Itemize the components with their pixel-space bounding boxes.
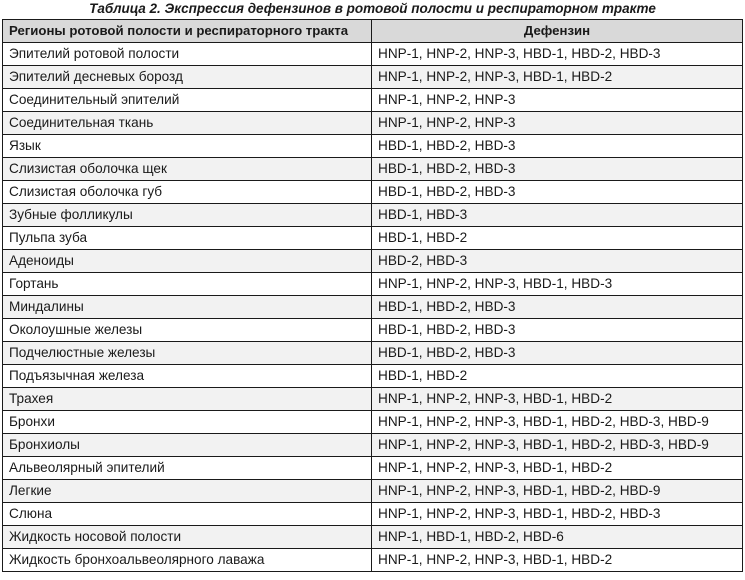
table-row: [3, 135, 743, 158]
table-row: [3, 273, 743, 296]
region-cell: Гортань: [3, 273, 372, 296]
region-cell: Альвеолярный эпителий: [3, 457, 372, 480]
region-cell: Околоушные железы: [3, 319, 372, 342]
table-row: [3, 388, 743, 411]
defensin-cell: HBD-1, HBD-3: [372, 204, 743, 227]
defensin-cell: HNP-1, HNP-2, HNP-3, HBD-1, HBD-2: [372, 388, 743, 411]
region-cell: Соединительный эпителий: [3, 89, 372, 112]
table-row: [3, 89, 743, 112]
region-cell: Язык: [3, 135, 372, 158]
defensin-cell: HBD-1, HBD-2, HBD-3: [372, 181, 743, 204]
table-row: [3, 66, 743, 89]
table-row: [3, 204, 743, 227]
region-cell: Подъязычная железа: [3, 365, 372, 388]
region-cell: Эпителий десневых борозд: [3, 66, 372, 89]
column-header-region: Регионы ротовой полости и респираторного тракта: [3, 20, 372, 43]
region-cell: Жидкость бронхоальвеолярного лаважа: [3, 549, 372, 572]
table-row: [3, 112, 743, 135]
region-cell: Слюна: [3, 503, 372, 526]
region-cell: Слизистая оболочка губ: [3, 181, 372, 204]
table-row: [3, 342, 743, 365]
defensin-cell: HBD-1, HBD-2, HBD-3: [372, 296, 743, 319]
table-row: [3, 365, 743, 388]
table-row: [3, 43, 743, 66]
column-header-defensin: Дефензин: [372, 20, 743, 43]
defensin-table: [2, 19, 743, 572]
region-cell: Трахея: [3, 388, 372, 411]
defensin-cell: HNP-1, HNP-2, HNP-3, HBD-1, HBD-3: [372, 273, 743, 296]
table-row: [3, 319, 743, 342]
defensin-cell: HBD-1, HBD-2: [372, 365, 743, 388]
defensin-cell: HBD-2, HBD-3: [372, 250, 743, 273]
table-row: [3, 296, 743, 319]
region-cell: Эпителий ротовой полости: [3, 43, 372, 66]
table-row: [3, 526, 743, 549]
defensin-cell: HBD-1, HBD-2, HBD-3: [372, 135, 743, 158]
header-row: [3, 20, 743, 43]
region-cell: Бронхи: [3, 411, 372, 434]
defensin-cell: HNP-1, HNP-2, HNP-3, HBD-1, HBD-2, HBD-9: [372, 480, 743, 503]
region-cell: Миндалины: [3, 296, 372, 319]
defensin-cell: HNP-1, HNP-2, HNP-3, HBD-1, HBD-2, HBD-3: [372, 43, 743, 66]
region-cell: Подчелюстные железы: [3, 342, 372, 365]
table-body: [3, 43, 743, 572]
table-row: [3, 549, 743, 572]
table-row: [3, 227, 743, 250]
defensin-cell: HNP-1, HNP-2, HNP-3, HBD-1, HBD-2: [372, 66, 743, 89]
defensin-cell: HNP-1, HNP-2, HNP-3, HBD-1, HBD-2, HBD-3: [372, 503, 743, 526]
region-cell: Жидкость носовой полости: [3, 526, 372, 549]
region-cell: Соединительная ткань: [3, 112, 372, 135]
table-header: [3, 20, 743, 43]
region-cell: Слизистая оболочка щек: [3, 158, 372, 181]
table-row: [3, 434, 743, 457]
defensin-cell: HNP-1, HNP-2, HNP-3, HBD-1, HBD-2, HBD-3, HBD-9: [372, 434, 743, 457]
region-cell: Бронхиолы: [3, 434, 372, 457]
table-row: [3, 181, 743, 204]
region-cell: Аденоиды: [3, 250, 372, 273]
table-row: [3, 480, 743, 503]
region-cell: Зубные фолликулы: [3, 204, 372, 227]
defensin-cell: HNP-1, HNP-2, HNP-3, HBD-1, HBD-2: [372, 549, 743, 572]
region-cell: Легкие: [3, 480, 372, 503]
table-caption: Таблица 2. Экспрессия дефензинов в ротовой полости и респираторном тракте: [89, 1, 656, 16]
defensin-cell: HNP-1, HNP-2, HNP-3, HBD-1, HBD-2, HBD-3, HBD-9: [372, 411, 743, 434]
defensin-cell: HNP-1, HNP-2, HNP-3: [372, 89, 743, 112]
table-row: [3, 158, 743, 181]
defensin-cell: HBD-1, HBD-2, HBD-3: [372, 342, 743, 365]
table-row: [3, 457, 743, 480]
table-row: [3, 250, 743, 273]
defensin-cell: HNP-1, HNP-2, HNP-3, HBD-1, HBD-2: [372, 457, 743, 480]
defensin-cell: HBD-1, HBD-2, HBD-3: [372, 158, 743, 181]
table-row: [3, 503, 743, 526]
defensin-cell: HNP-1, HNP-2, HNP-3: [372, 112, 743, 135]
table-row: [3, 411, 743, 434]
defensin-cell: HBD-1, HBD-2: [372, 227, 743, 250]
defensin-cell: HNP-1, HBD-1, HBD-2, HBD-6: [372, 526, 743, 549]
region-cell: Пульпа зуба: [3, 227, 372, 250]
defensin-cell: HBD-1, HBD-2, HBD-3: [372, 319, 743, 342]
